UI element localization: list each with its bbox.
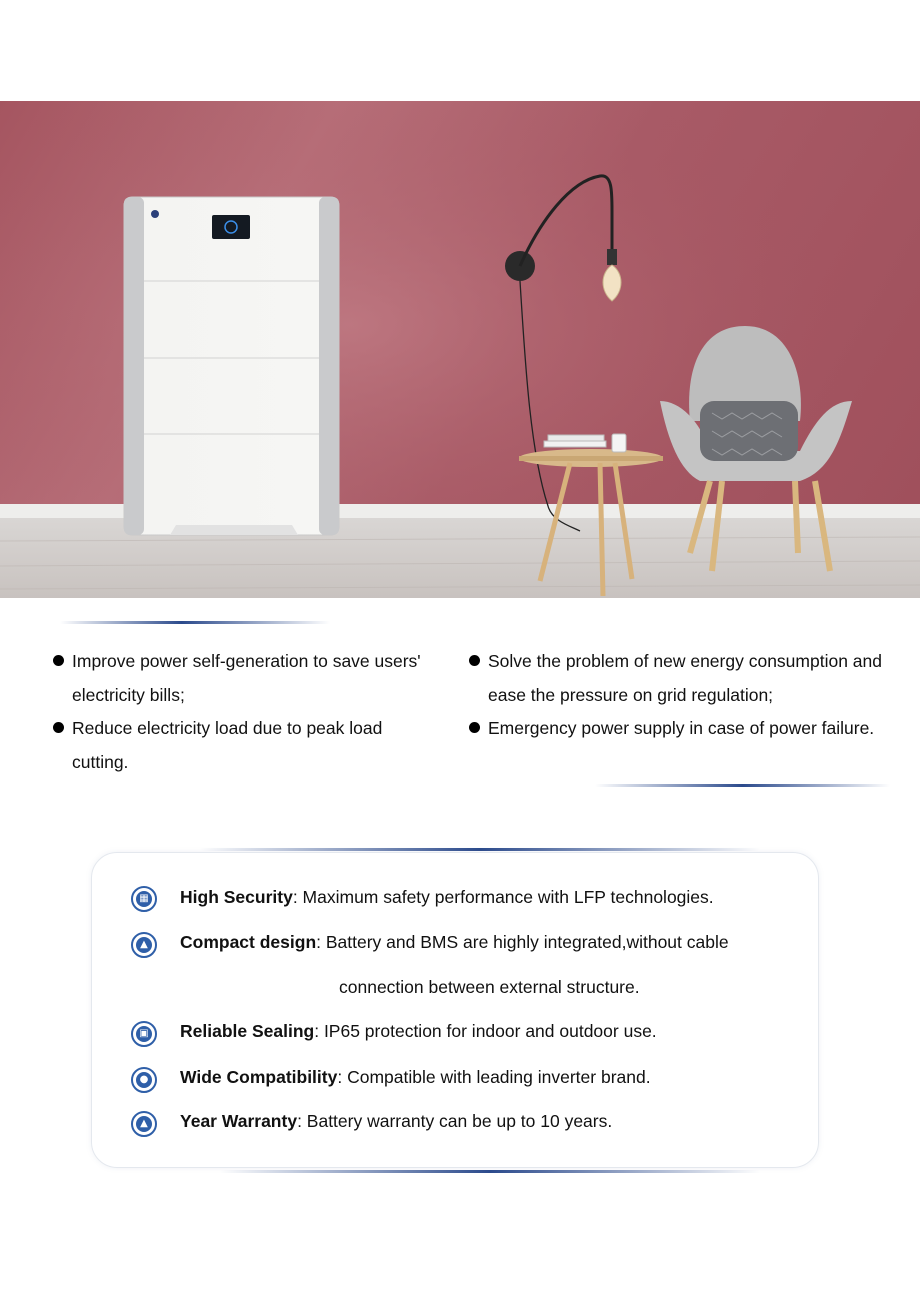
feature-desc: : Maximum safety performance with LFP technologies.	[292, 887, 714, 907]
list-item: Emergency power supply in case of power failure.	[464, 712, 884, 746]
feature-compact-design	[180, 932, 729, 953]
feature-year-warranty	[180, 1111, 612, 1132]
divider-line	[220, 1170, 760, 1173]
list-item: Reduce electricity load due to peak load cutting.	[48, 712, 428, 779]
divider-line	[595, 784, 890, 787]
divider-line	[200, 848, 760, 851]
feature-desc: : Battery warranty can be up to 10 years.	[297, 1111, 613, 1131]
feature-desc: : Battery and BMS are highly integrated,without cable	[316, 932, 729, 952]
battery-cabinet-image	[124, 197, 339, 535]
feature-title: Wide Compatibility	[180, 1067, 338, 1087]
hero-photo	[0, 101, 920, 598]
benefits-list-right	[464, 645, 884, 746]
feature-desc: : Compatible with leading inverter brand.	[337, 1067, 651, 1087]
benefits-list-left	[48, 645, 428, 779]
plug-icon: ●	[131, 1067, 157, 1093]
list-item: Solve the problem of new energy consumption and ease the pressure on grid regulation;	[464, 645, 884, 712]
feature-wide-compatibility	[180, 1067, 651, 1088]
seal-icon: ▣	[131, 1021, 157, 1047]
feature-reliable-sealing	[180, 1021, 657, 1042]
list-item: Improve power self-generation to save users' electricity bills;	[48, 645, 428, 712]
feature-high-security	[180, 887, 714, 908]
divider-line	[60, 621, 330, 624]
feature-title: Year Warranty	[180, 1111, 298, 1131]
feature-title: Reliable Sealing	[180, 1021, 315, 1041]
feature-desc-continuation: connection between external structure.	[339, 977, 640, 997]
feature-title: High Security	[180, 887, 293, 907]
feature-title: Compact design	[180, 932, 317, 952]
network-icon: ▲	[131, 932, 157, 958]
shield-hands-icon: ▦	[131, 886, 157, 912]
feature-desc: : IP65 protection for indoor and outdoor use.	[314, 1021, 657, 1041]
rocket-icon: ▲	[131, 1111, 157, 1137]
